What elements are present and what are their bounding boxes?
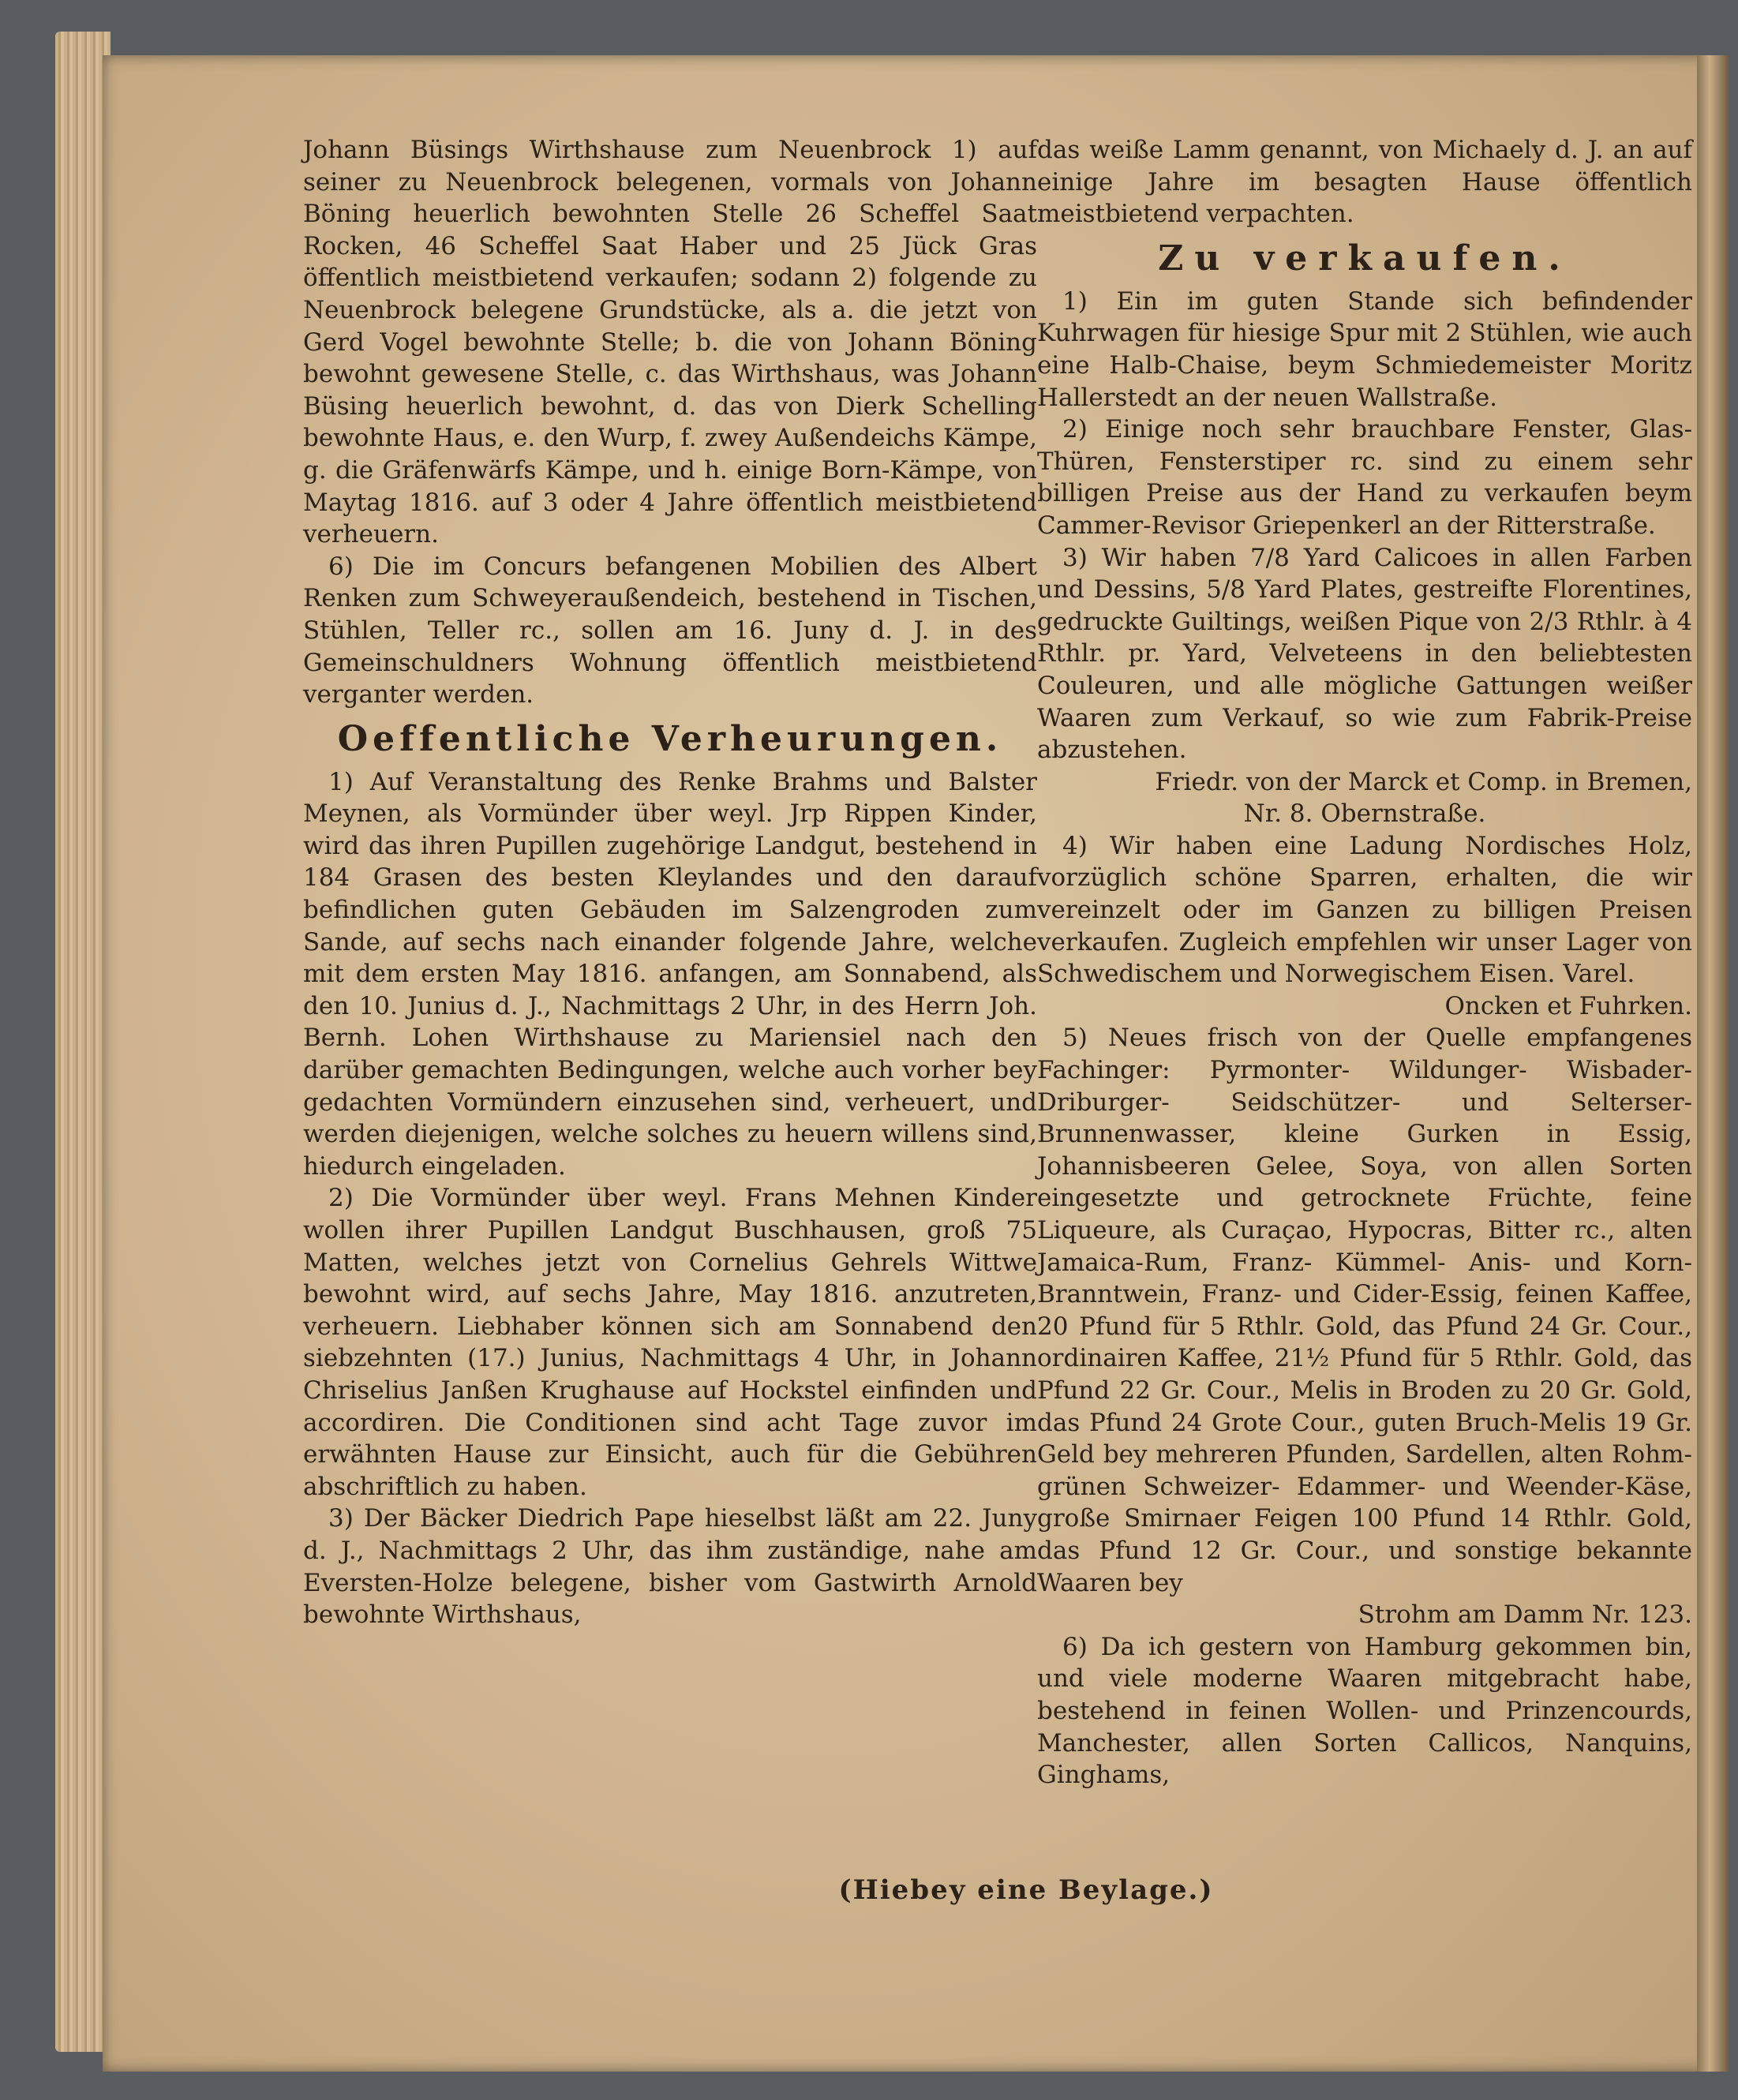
paragraph: 3) Wir haben 7/8 Yard Calicoes in allen Farben und Dessins, 5/8 Yard Plates, gestreifte Florentines, gedruckte Guiltings, weißen Pique von 2/3 Rthlr. à 4 Rthlr. pr. Yard, Velveteens in den beliebtesten Couleuren, und alle mögliche Gattungen weißer Waaren zum Verkauf, so wie zum Fabrik-Preise abzustehen. [1037,543,1692,765]
section-heading: Oeffentliche Verheurungen. [337,718,1003,759]
footer-note: (Hiebey eine Beylage.) [838,1874,1214,1906]
paragraph: 4) Wir haben eine Ladung Nordisches Holz, vorzüglich schöne Sparren, erhalten, die wir vereinzelt oder im Ganzen zu billigen Preisen verkaufen. Zugleich empfehlen wir unser Lager von Schwedischem und Norwegischem Eisen. Varel. [1037,831,1692,989]
paragraph: 1) Ein im guten Stande sich befindender Kuhrwagen für hiesige Spur mit 2 Stühlen, wie auch eine Halb-Chaise, beym Schmiedemeister Moritz Hallerstedt an der neuen Wallstraße. [1037,286,1692,412]
signature: Nr. 8. Obernstraße. [1243,799,1486,829]
paragraph: 2) Die Vormünder über weyl. Frans Mehnen Kinder wollen ihrer Pupillen Landgut Buschhausen, groß 75 Matten, welches jetzt von Cornelius Gehrels Wittwe bewohnt wird, auf sechs Jahre, May 1816. anzutreten, verheuern. Liebhaber können sich am Sonnabend den siebzehnten (17.) Junius, Nachmittags 4 Uhr, in Johann Chriselius Janßen Krughause auf Hockstel einfinden und accordiren. Die Conditionen sind acht Tage zuvor im erwähnten Hause zur Einsicht, auch für die Gebühren abschriftlich zu haben. [303,1184,1037,1501]
paragraph: 3) Der Bäcker Diedrich Pape hieselbst läßt am 22. Juny d. J., Nachmittags 2 Uhr, das ihm zuständige, nahe am Eversten-Holze belegene, bisher vom Gastwirth Arnold bewohnte Wirthshaus, [303,1504,1037,1630]
paragraph: 6) Da ich gestern von Hamburg gekommen bin, und viele moderne Waaren mitgebracht habe, bestehend in feinen Wollen- und Prinzencourds, Manchester, allen Sorten Callicos, Nanquins, Ginghams, [1037,1632,1692,1790]
signature: Oncken et Fuhrken. [1444,991,1692,1020]
paragraph: das weiße Lamm genannt, von Michaely d. J. an auf einige Jahre im besagten Hause öffentlich meistbietend verpachten. [1037,136,1692,229]
page-fold [1697,55,1729,2072]
paragraph: 6) Die im Concurs befangenen Mobilien des Albert Renken zum Schweyeraußendeich, bestehend in Tischen, Stühlen, Teller rc., sollen am 16. Juny d. J. in des Gemeinschuldners Wohnung öffentlich meistbietend verganter werden. [303,552,1037,709]
paragraph: 1) Auf Veranstaltung des Renke Brahms und Balster Meynen, als Vormünder über weyl. Jrp Rippen Kinder, wird das ihren Pupillen zugehörige Landgut, bestehend in 184 Grasen des besten Kleylandes und den darauf befindlichen guten Gebäuden im Salzengroden zum Sande, auf sechs nach einander folgende Jahre, welche mit dem ersten May 1816. anfangen, am Sonnabend, als den 10. Junius d. J., Nachmittags 2 Uhr, in des Herrn Joh. Bernh. Lohen Wirthshause zu Mariensiel nach den darüber gemachten Bedingungen, welche auch vorher bey gedachten Vormündern einzusehen sind, verheuert, und werden diejenigen, welche solches zu heuern willens sind, hiedurch eingeladen. [303,767,1037,1181]
left-column [303,134,1037,1631]
paragraph: 2) Einige noch sehr brauchbare Fenster, Glas-Thüren, Fensterstiper rc. sind zu einem sehr billigen Preise aus der Hand zu verkaufen beym Cammer-Revisor Griepenkerl an der Ritterstraße. [1037,415,1692,540]
right-column [1037,134,1692,1791]
signature: Friedr. von der Marck et Comp. in Bremen, [1155,767,1692,796]
paragraph: Johann Büsings Wirthshause zum Neuenbrock 1) auf seiner zu Neuenbrock belegenen, vormals von Johann Böning heuerlich bewohnten Stelle 26 Scheffel Saat Rocken, 46 Scheffel Saat Haber und 25 Jück Gras öffentlich meistbietend verkaufen; sodann 2) folgende zu Neuenbrock belegene Grundstücke, als a. die jetzt von Gerd Vogel bewohnte Stelle; b. die von Johann Böning bewohnt gewesene Stelle, c. das Wirthshaus, was Johann Büsing heuerlich bewohnt, d. das von Dierk Schelling bewohnte Haus, e. den Wurp, f. zwey Außendeichs Kämpe, g. die Gräfenwärfs Kämpe, und h. einige Born-Kämpe, von Maytag 1816. auf 3 oder 4 Jahre öffentlich meistbietend verheuern. [303,136,1037,549]
signature: Strohm am Damm Nr. 123. [1358,1600,1692,1630]
section-heading: Zu verkaufen. [1158,238,1571,279]
paragraph: 5) Neues frisch von der Quelle empfangenes Fachinger: Pyrmonter- Wildunger- Wisbader- Driburger- Seidschützer- und Selterser-Brunnenwasser, kleine Gurken in Essig, Johannisbeeren Gelee, Soya, von allen Sorten eingesetzte und getrocknete Früchte, feine Liqueure, als Curaçao, Hypocras, Bitter rc., alten Jamaica-Rum, Franz- Kümmel- Anis- und Korn-Branntwein, Franz- und Cider-Essig, feinen Kaffee, 20 Pfund für 5 Rthlr. Gold, das Pfund 24 Gr. Cour., ordinairen Kaffee, 21½ Pfund für 5 Rthlr. Gold, das Pfund 22 Gr. Cour., Melis in Broden zu 20 Gr. Gold, das Pfund 24 Grote Cour., guten Bruch-Melis 19 Gr. Geld bey mehreren Pfunden, Sardellen, alten Rohm- grünen Schweizer- Edammer- und Weender-Käse, große Smirnaer Feigen 100 Pfund 14 Rthlr. Gold, das Pfund 12 Gr. Cour., und sonstige bekannte Waaren bey [1037,1024,1692,1597]
